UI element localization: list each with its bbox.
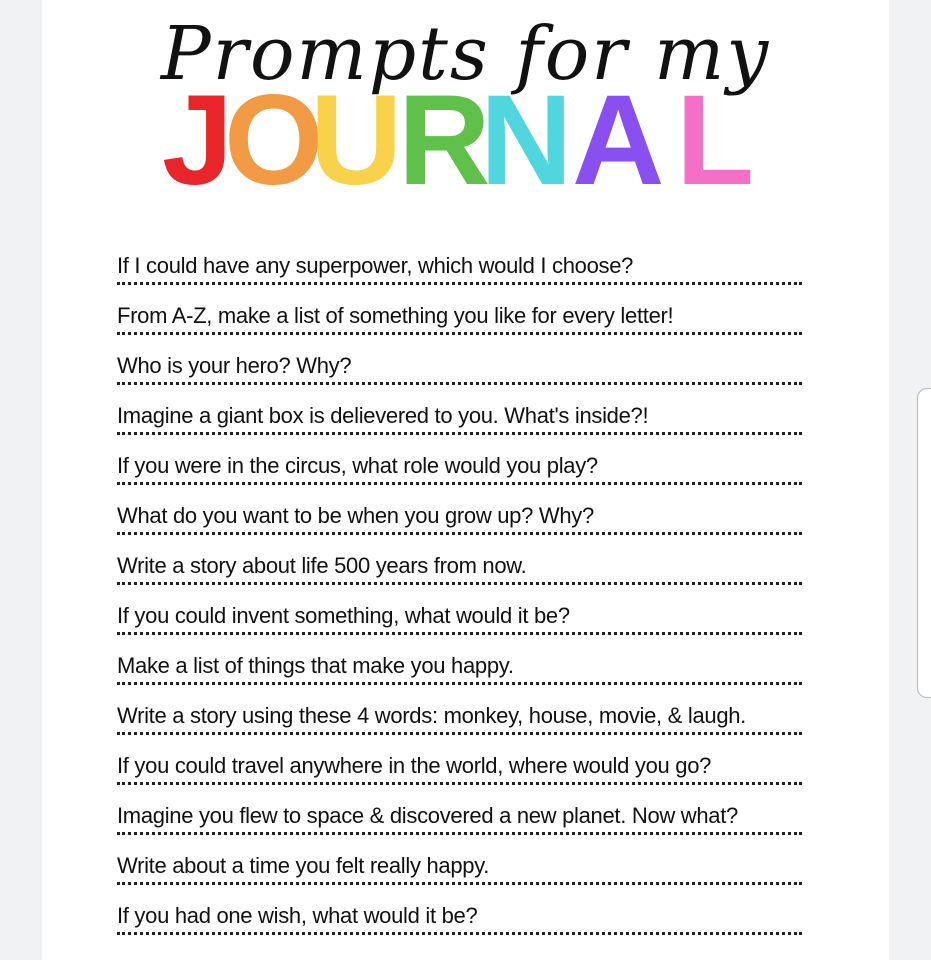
prompt-item	[117, 452, 807, 502]
prompt-text: If I could have any superpower, which would I choose?	[117, 253, 634, 278]
prompt-text: If you could invent something, what would it be?	[117, 603, 570, 628]
title-letter: O	[224, 69, 324, 212]
prompt-text: Write a story using these 4 words: monkey, house, movie, & laugh.	[117, 703, 746, 728]
prompt-item	[117, 802, 807, 852]
title-letter: A	[572, 69, 665, 212]
prompt-text: Who is your hero? Why?	[117, 353, 352, 378]
dotted-writing-line	[117, 332, 802, 335]
prompt-text: Imagine a giant box is delievered to you. What's inside?!	[117, 403, 649, 428]
prompt-item	[117, 302, 807, 352]
dotted-writing-line	[117, 482, 802, 485]
prompt-text: Imagine you flew to space & discovered a new planet. Now what?	[117, 803, 738, 828]
prompt-item	[117, 502, 807, 552]
prompt-text: If you had one wish, what would it be?	[117, 903, 478, 928]
dotted-writing-line	[117, 282, 802, 285]
dotted-writing-line	[117, 582, 802, 585]
prompt-text: Write a story about life 500 years from now.	[117, 553, 527, 578]
dotted-writing-line	[117, 932, 802, 935]
title-letter: L	[676, 69, 755, 212]
prompt-text: What do you want to be when you grow up? Why?	[117, 503, 594, 528]
prompt-item	[117, 902, 807, 952]
prompt-item	[117, 852, 807, 902]
prompt-item	[117, 352, 807, 402]
dotted-writing-line	[117, 382, 802, 385]
title-letter: J	[162, 69, 234, 212]
edge-panel-handle[interactable]	[917, 388, 931, 698]
prompt-item	[117, 652, 807, 702]
dotted-writing-line	[117, 832, 802, 835]
prompt-text: If you were in the circus, what role would you play?	[117, 453, 598, 478]
dotted-writing-line	[117, 882, 802, 885]
journal-prompts-page	[42, 0, 889, 960]
prompt-item	[117, 702, 807, 752]
title-letter: U	[310, 69, 403, 212]
prompt-text: If you could travel anywhere in the world, where would you go?	[117, 753, 712, 778]
prompt-item	[117, 602, 807, 652]
prompt-list	[117, 252, 807, 952]
prompt-text: Write about a time you felt really happy.	[117, 853, 490, 878]
dotted-writing-line	[117, 682, 802, 685]
title-script: Prompts for my	[160, 11, 771, 97]
journal-title-letters	[162, 69, 762, 212]
prompt-item	[117, 252, 807, 302]
title-letter: R	[398, 69, 491, 212]
title-letter: N	[480, 69, 573, 212]
prompt-item	[117, 552, 807, 602]
dotted-writing-line	[117, 782, 802, 785]
dotted-writing-line	[117, 432, 802, 435]
dotted-writing-line	[117, 532, 802, 535]
dotted-writing-line	[117, 732, 802, 735]
prompt-text: From A-Z, make a list of something you like for every letter!	[117, 303, 674, 328]
dotted-writing-line	[117, 632, 802, 635]
prompt-item	[117, 752, 807, 802]
prompt-text: Make a list of things that make you happy.	[117, 653, 514, 678]
prompt-item	[117, 402, 807, 452]
